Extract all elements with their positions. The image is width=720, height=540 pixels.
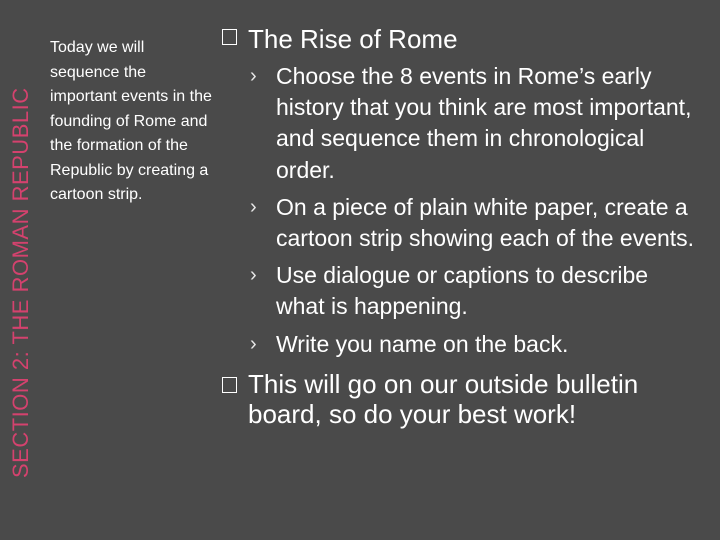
heading-bullet [222,24,702,54]
sub-bullet-text: Write you name on the back. [276,330,569,357]
sub-bullet-text: Choose the 8 events in Rome’s early history that you think are most important, and sequence them in chronological order. [276,63,692,183]
slide-heading: The Rise of Rome [248,24,458,54]
main-content [222,24,702,429]
sub-bullet [250,329,702,360]
side-title-area [0,0,46,540]
chevron-right-icon: › [250,195,257,218]
chevron-right-icon: › [250,264,257,287]
square-bullet-icon [222,29,237,45]
chevron-right-icon: › [250,332,257,355]
closing-text: This will go on our outside bulletin board, so do your best work! [248,368,639,429]
sub-bullet [250,192,702,254]
sub-bullet [250,61,702,186]
chevron-right-icon: › [250,65,257,87]
sub-bullet-list [222,61,702,360]
sub-bullet-text: On a piece of plain white paper, create a cartoon strip showing each of the events. [276,193,695,252]
sub-bullet-text: Use dialogue or captions to describe what is happening. [276,262,649,320]
closing-bullet [222,369,702,429]
square-bullet-icon [222,377,237,393]
intro-text: Today we will sequence the important events in the founding of Rome and the formation of the Republic by creating a cartoon strip. [50,39,212,203]
section-title: SECTION 2: THE ROMAN REPUBLIC [8,87,33,478]
sub-bullet [250,260,702,322]
